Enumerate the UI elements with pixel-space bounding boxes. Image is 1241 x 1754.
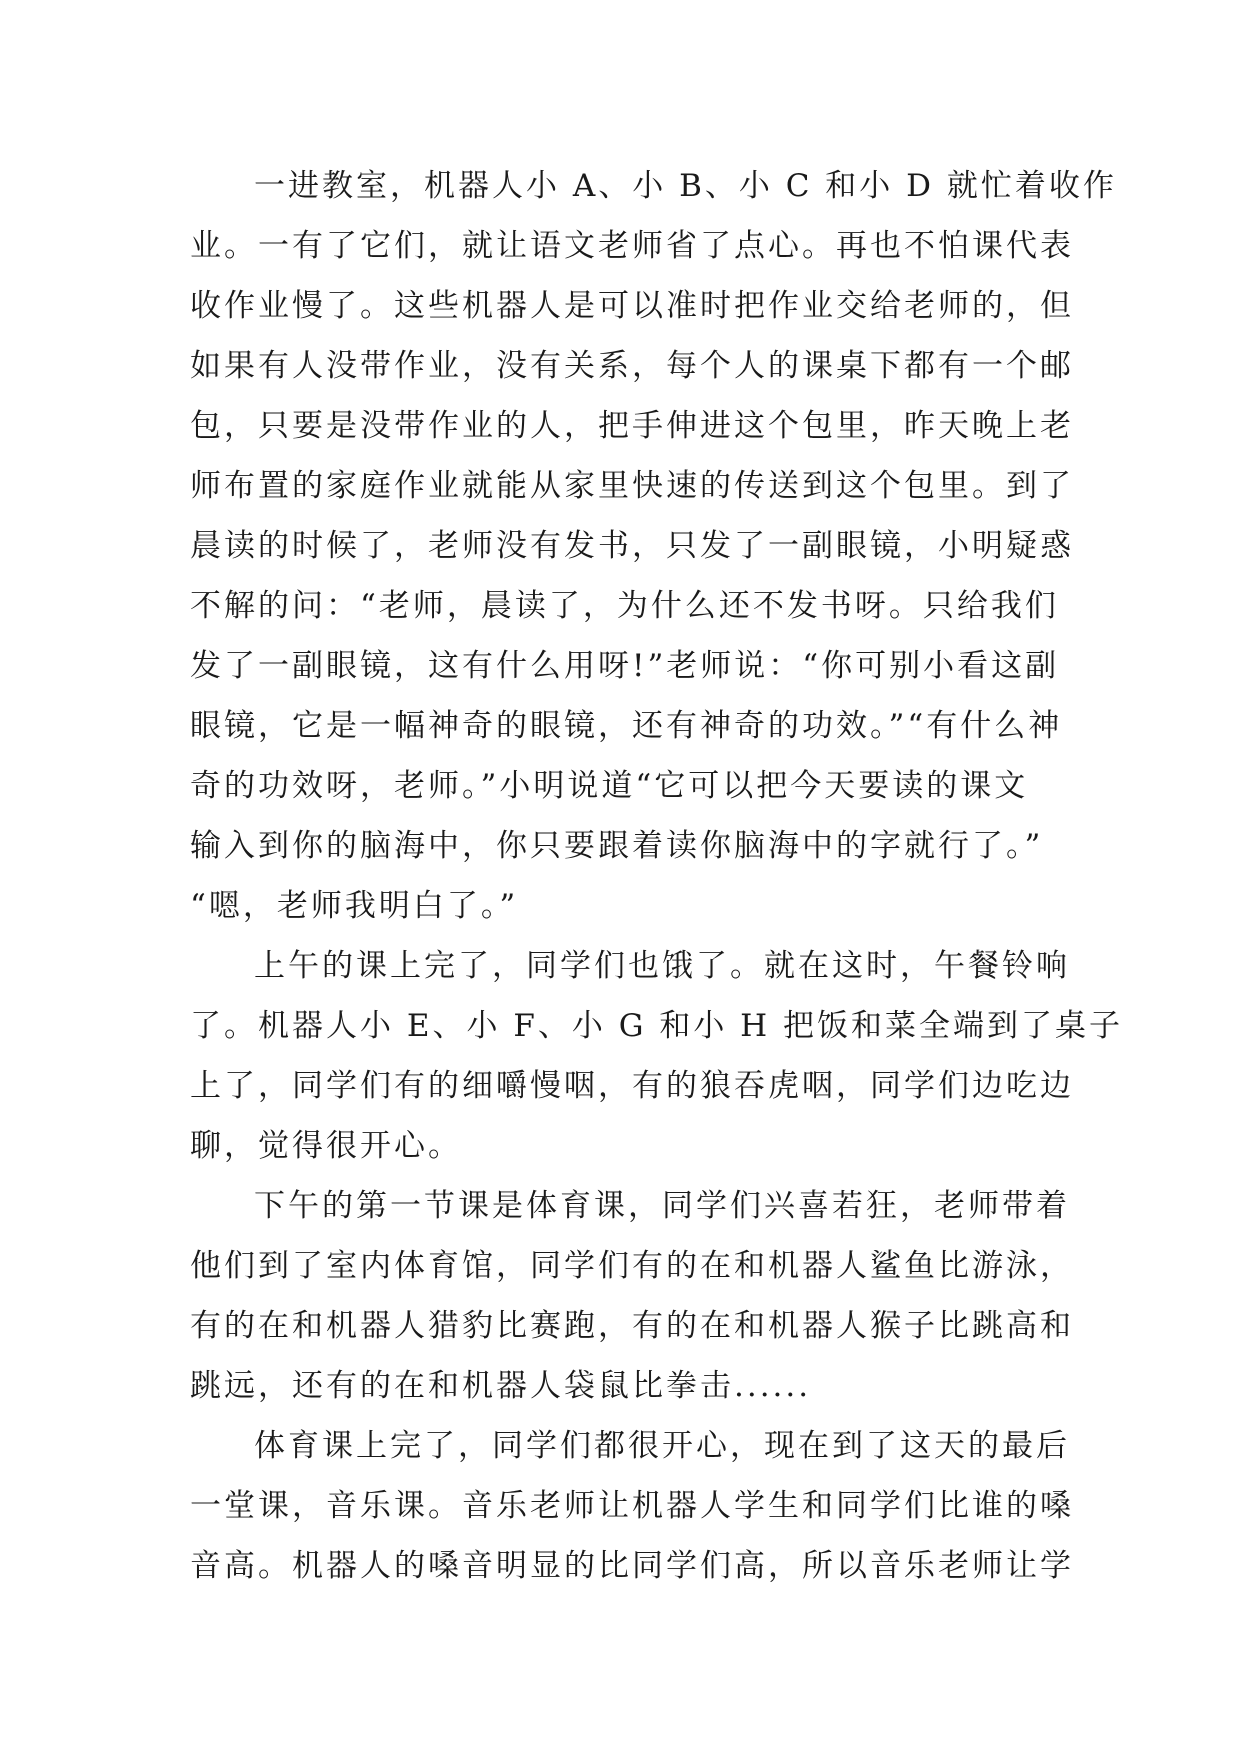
text-line: 如果有人没带作业，没有关系，每个人的课桌下都有一个邮 [190, 348, 1074, 384]
text-line: 发了一副眼镜，这有什么用呀!”老师说：“你可别小看这副 [190, 648, 1060, 684]
body-text [190, 156, 1124, 1596]
paragraph-2 [190, 936, 1124, 1176]
paragraph-1 [190, 156, 1117, 936]
text-line: 聊，觉得很开心。 [190, 1128, 462, 1164]
text-line: 输入到你的脑海中，你只要跟着读你脑海中的字就行了。” [190, 828, 1044, 864]
text-line: 上了，同学们有的细嚼慢咽，有的狼吞虎咽，同学们边吃边 [190, 1068, 1074, 1104]
text-line: 音高。机器人的嗓音明显的比同学们高，所以音乐老师让学 [190, 1548, 1074, 1584]
text-line: “嗯，老师我明白了。” [190, 888, 519, 924]
text-line: 业。一有了它们，就让语文老师省了点心。再也不怕课代表 [190, 228, 1074, 264]
text-line: 体育课上完了，同学们都很开心，现在到了这天的最后 [254, 1428, 1070, 1464]
text-line: 一堂课，音乐课。音乐老师让机器人学生和同学们比谁的嗓 [190, 1488, 1074, 1524]
paragraph-3 [190, 1176, 1074, 1416]
text-line: 上午的课上完了，同学们也饿了。就在这时，午餐铃响 [254, 948, 1070, 984]
text-line: 他们到了室内体育馆，同学们有的在和机器人鲨鱼比游泳， [190, 1248, 1074, 1284]
text-line: 师布置的家庭作业就能从家里快速的传送到这个包里。到了 [190, 468, 1074, 504]
text-line: 晨读的时候了，老师没有发书，只发了一副眼镜，小明疑惑 [190, 528, 1074, 564]
text-line: 了。机器人小 E、小 F、小 G 和小 H 把饭和菜全端到了桌子 [190, 1008, 1124, 1044]
text-line: 一进教室，机器人小 A、小 B、小 C 和小 D 就忙着收作 [254, 168, 1117, 204]
text-line: 不解的问：“老师，晨读了，为什么还不发书呀。只给我们 [190, 588, 1059, 624]
text-line: 包，只要是没带作业的人，把手伸进这个包里，昨天晚上老 [190, 408, 1074, 444]
text-line: 跳远，还有的在和机器人袋鼠比拳击...... [190, 1368, 812, 1404]
text-line: 有的在和机器人猎豹比赛跑，有的在和机器人猴子比跳高和 [190, 1308, 1074, 1344]
text-line: 收作业慢了。这些机器人是可以准时把作业交给老师的，但 [190, 288, 1074, 324]
paragraph-4 [190, 1416, 1074, 1596]
text-line: 下午的第一节课是体育课，同学们兴喜若狂，老师带着 [254, 1188, 1070, 1224]
text-line: 眼镜，它是一幅神奇的眼镜，还有神奇的功效。”“有什么神 [190, 708, 1063, 744]
text-line: 奇的功效呀，老师。”小明说道“它可以把今天要读的课文 [190, 768, 1029, 804]
